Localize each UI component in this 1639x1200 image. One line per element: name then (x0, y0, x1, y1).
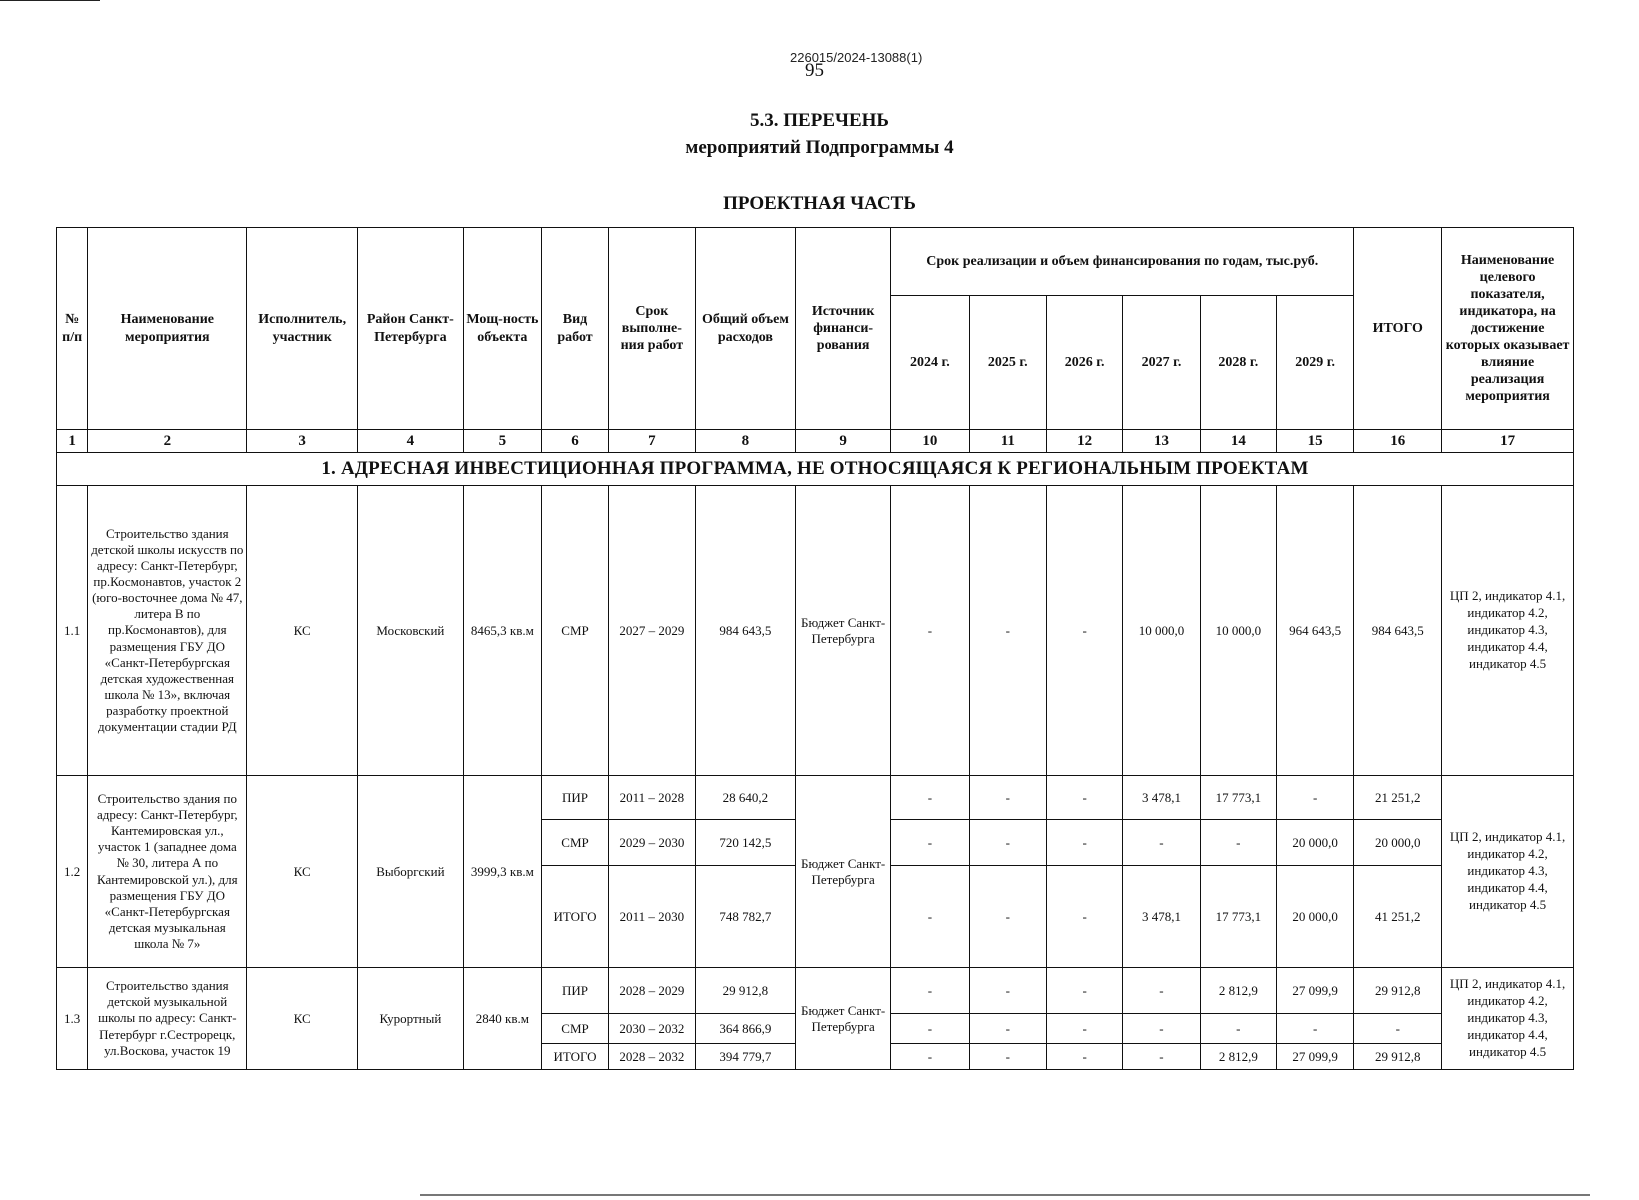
document-title: 5.3. ПЕРЕЧЕНЬ (750, 110, 889, 131)
year-2026-cell: - (1046, 866, 1122, 968)
year-2024-cell: - (891, 1044, 969, 1070)
header-years-group: Срок реализации и объем финансирования по годам, тыс.руб. (891, 228, 1354, 296)
year-2026-cell: - (1046, 820, 1122, 866)
capacity-cell: 8465,3 кв.м (463, 486, 541, 776)
section-title: 1. АДРЕСНАЯ ИНВЕСТИЦИОННАЯ ПРОГРАММА, НЕ ОТНОСЯЩАЯСЯ К РЕГИОНАЛЬНЫМ ПРОЕКТАМ (57, 453, 1574, 486)
year-2025-cell: - (969, 820, 1046, 866)
column-number: 14 (1200, 430, 1276, 453)
column-numbers-row (57, 430, 1574, 453)
year-2029-cell: 964 643,5 (1276, 486, 1353, 776)
column-number: 12 (1046, 430, 1122, 453)
bottom-rule (420, 1194, 1590, 1196)
term-cell: 2011 – 2028 (608, 776, 695, 820)
header-year-2027: 2027 г. (1123, 296, 1200, 430)
year-2027-cell: - (1123, 968, 1200, 1014)
header-year-2029: 2029 г. (1276, 296, 1353, 430)
year-2025-cell: - (969, 486, 1046, 776)
year-2026-cell: - (1046, 1014, 1122, 1044)
header-total-cost: Общий объем расходов (695, 228, 795, 430)
header-year-2024: 2024 г. (891, 296, 969, 430)
year-2027-cell: - (1123, 1044, 1200, 1070)
indicator-cell: ЦП 2, индикатор 4.1, индикатор 4.2, индикатор 4.3, индикатор 4.4, индикатор 4.5 (1442, 486, 1574, 776)
year-2029-cell: 27 099,9 (1276, 1044, 1353, 1070)
itogo-cell: 984 643,5 (1354, 486, 1442, 776)
column-number: 5 (463, 430, 541, 453)
year-2028-cell: 17 773,1 (1200, 866, 1276, 968)
header-itogo: ИТОГО (1354, 228, 1442, 430)
year-2028-cell: 2 812,9 (1200, 968, 1276, 1014)
table-row (57, 776, 1574, 820)
column-number: 3 (247, 430, 358, 453)
total-cost-cell: 984 643,5 (695, 486, 795, 776)
total-cost-cell: 720 142,5 (695, 820, 795, 866)
year-2024-cell: - (891, 1014, 969, 1044)
section-row (57, 453, 1574, 486)
column-number: 11 (969, 430, 1046, 453)
work-type-cell: СМР (542, 486, 609, 776)
work-type-cell: ИТОГО (542, 866, 609, 968)
year-2024-cell: - (891, 968, 969, 1014)
column-number: 2 (88, 430, 247, 453)
year-2025-cell: - (969, 1014, 1046, 1044)
header-district: Район Санкт-Петербурга (358, 228, 464, 430)
column-number: 15 (1276, 430, 1353, 453)
year-2029-cell: 20 000,0 (1276, 820, 1353, 866)
header-indicator: Наименование целевого показателя, индикатора, на достижение которых оказывает влияние реализация мероприятия (1442, 228, 1574, 430)
year-2027-cell: 3 478,1 (1123, 866, 1200, 968)
total-cost-cell: 748 782,7 (695, 866, 795, 968)
header-year-2028: 2028 г. (1200, 296, 1276, 430)
district-cell: Московский (358, 486, 464, 776)
header-term: Срок выполне-ния работ (608, 228, 695, 430)
document-subtitle: мероприятий Подпрограммы 4 (685, 137, 954, 158)
total-cost-cell: 29 912,8 (695, 968, 795, 1014)
year-2029-cell: 27 099,9 (1276, 968, 1353, 1014)
work-type-cell: ПИР (542, 968, 609, 1014)
column-number: 13 (1123, 430, 1200, 453)
year-2029-cell: - (1276, 776, 1353, 820)
source-cell: Бюджет Санкт-Петербурга (796, 968, 891, 1070)
column-number: 9 (796, 430, 891, 453)
year-2024-cell: - (891, 866, 969, 968)
column-number: 10 (891, 430, 969, 453)
term-cell: 2028 – 2032 (608, 1044, 695, 1070)
year-2029-cell: - (1276, 1014, 1353, 1044)
itogo-cell: 41 251,2 (1354, 866, 1442, 968)
term-cell: 2028 – 2029 (608, 968, 695, 1014)
year-2025-cell: - (969, 776, 1046, 820)
column-number: 4 (358, 430, 464, 453)
year-2026-cell: - (1046, 968, 1122, 1014)
year-2027-cell: - (1123, 820, 1200, 866)
source-cell: Бюджет Санкт-Петербурга (796, 776, 891, 968)
row-num: 1.3 (57, 968, 88, 1070)
term-cell: 2011 – 2030 (608, 866, 695, 968)
itogo-cell: 20 000,0 (1354, 820, 1442, 866)
work-type-cell: ИТОГО (542, 1044, 609, 1070)
indicator-cell: ЦП 2, индикатор 4.1, индикатор 4.2, индикатор 4.3, индикатор 4.4, индикатор 4.5 (1442, 968, 1574, 1070)
capacity-cell: 3999,3 кв.м (463, 776, 541, 968)
measure-name: Строительство здания детской музыкальной школы по адресу: Санкт-Петербург г.Сестрорецк, ул.Воскова, участок 19 (88, 968, 247, 1070)
measure-name: Строительство здания детской школы искусств по адресу: Санкт-Петербург, пр.Космонавтов, участок 2 (юго-восточнее дома № 47, литера В по пр.Космонавтов), для размещения ГБУ ДО «Санкт-Петербургская детская художественная школа № 13», включая разработку проектной документации стадии РД (88, 486, 247, 776)
itogo-cell: - (1354, 1014, 1442, 1044)
year-2024-cell: - (891, 486, 969, 776)
section-heading: ПРОЕКТНАЯ ЧАСТЬ (723, 193, 916, 214)
total-cost-cell: 28 640,2 (695, 776, 795, 820)
year-2026-cell: - (1046, 1044, 1122, 1070)
year-2028-cell: 10 000,0 (1200, 486, 1276, 776)
table-row (57, 968, 1574, 1014)
term-cell: 2027 – 2029 (608, 486, 695, 776)
column-number: 7 (608, 430, 695, 453)
source-cell: Бюджет Санкт-Петербурга (796, 486, 891, 776)
year-2028-cell: 2 812,9 (1200, 1044, 1276, 1070)
year-2028-cell: 17 773,1 (1200, 776, 1276, 820)
itogo-cell: 29 912,8 (1354, 968, 1442, 1014)
page-number: 95 (805, 60, 824, 81)
district-cell: Курортный (358, 968, 464, 1070)
year-2024-cell: - (891, 776, 969, 820)
term-cell: 2029 – 2030 (608, 820, 695, 866)
measures-table (56, 227, 1574, 1070)
row-num: 1.2 (57, 776, 88, 968)
total-cost-cell: 364 866,9 (695, 1014, 795, 1044)
column-number: 16 (1354, 430, 1442, 453)
executor-cell: КС (247, 776, 358, 968)
header-work-type: Вид работ (542, 228, 609, 430)
year-2027-cell: 3 478,1 (1123, 776, 1200, 820)
header-name: Наименование мероприятия (88, 228, 247, 430)
header-capacity: Мощ-ность объекта (463, 228, 541, 430)
year-2028-cell: - (1200, 1014, 1276, 1044)
term-cell: 2030 – 2032 (608, 1014, 695, 1044)
measure-name: Строительство здания по адресу: Санкт-Петербург, Кантемировская ул., участок 1 (западнее дома № 30, литера А по Кантемировской ул.), для размещения ГБУ ДО «Санкт-Петербургская детская музыкальная школа № 7» (88, 776, 247, 968)
executor-cell: КС (247, 968, 358, 1070)
work-type-cell: ПИР (542, 776, 609, 820)
year-2028-cell: - (1200, 820, 1276, 866)
year-2026-cell: - (1046, 776, 1122, 820)
work-type-cell: СМР (542, 1014, 609, 1044)
header-source: Источник финанси-рования (796, 228, 891, 430)
header-num: № п/п (57, 228, 88, 430)
year-2026-cell: - (1046, 486, 1122, 776)
work-type-cell: СМР (542, 820, 609, 866)
header-year-2026: 2026 г. (1046, 296, 1122, 430)
top-rule (0, 0, 100, 1)
column-number: 17 (1442, 430, 1574, 453)
capacity-cell: 2840 кв.м (463, 968, 541, 1070)
year-2025-cell: - (969, 866, 1046, 968)
year-2025-cell: - (969, 1044, 1046, 1070)
district-cell: Выборгский (358, 776, 464, 968)
total-cost-cell: 394 779,7 (695, 1044, 795, 1070)
itogo-cell: 29 912,8 (1354, 1044, 1442, 1070)
column-number: 6 (542, 430, 609, 453)
year-2029-cell: 20 000,0 (1276, 866, 1353, 968)
year-2027-cell: 10 000,0 (1123, 486, 1200, 776)
executor-cell: КС (247, 486, 358, 776)
year-2025-cell: - (969, 968, 1046, 1014)
itogo-cell: 21 251,2 (1354, 776, 1442, 820)
year-2027-cell: - (1123, 1014, 1200, 1044)
column-number: 8 (695, 430, 795, 453)
header-executor: Исполнитель, участник (247, 228, 358, 430)
header-year-2025: 2025 г. (969, 296, 1046, 430)
column-number: 1 (57, 430, 88, 453)
indicator-cell: ЦП 2, индикатор 4.1, индикатор 4.2, индикатор 4.3, индикатор 4.4, индикатор 4.5 (1442, 776, 1574, 968)
row-num: 1.1 (57, 486, 88, 776)
table-row (57, 486, 1574, 776)
year-2024-cell: - (891, 820, 969, 866)
document-stamp-id: 226015/2024-13088(1) (790, 50, 923, 65)
